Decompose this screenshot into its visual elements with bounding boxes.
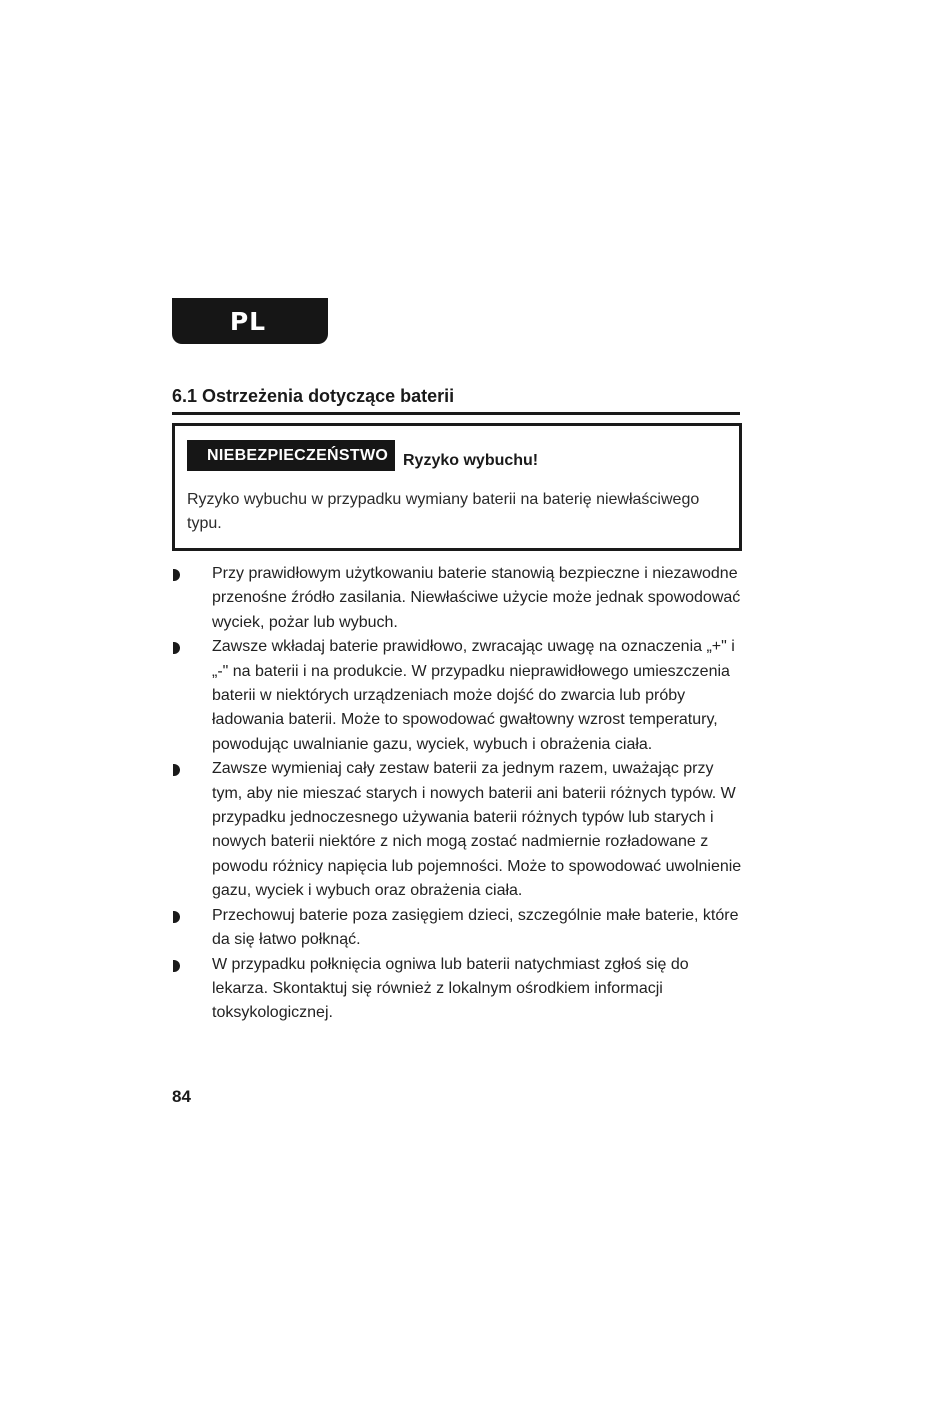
bullet-icon [173,569,180,581]
bullet-icon [173,911,180,923]
section-title-rule [172,412,740,415]
bullet-icon [173,764,180,776]
danger-badge [187,440,395,471]
list-item-text: Zawsze wymieniaj cały zestaw baterii za jednym razem, uważając przy tym, aby nie mieszać starych i nowych baterii ani baterii różnych typów. W przypadku jednoczesnego używania baterii różnych typów lub starych i nowych baterii niektóre z nich mogą zostać nadmiernie rozładowane z powodu różnicy napięcia lub pojemności. Może to spowodować uwolnienie gazu, wyciek i wybuch oraz obrażenia ciała. [212,760,742,900]
list-item [172,953,744,1026]
bullet-icon [173,642,180,654]
warning-text: Ryzyko wybuchu w przypadku wymiany baterii na baterię niewłaściwego typu. [187,491,700,532]
list-item [172,635,744,757]
list-item-text: Przy prawidłowym użytkowaniu baterie stanowią bezpieczne i niezawodne przenośne źródło zasilania. Niewłaściwe użycie może jednak spowodować wyciek, pożar lub wybuch. [212,565,741,631]
list-item-text: W przypadku połknięcia ogniwa lub baterii natychmiast zgłoś się do lekarza. Skontaktuj się również z lokalnym ośrodkiem informacji toksykologicznej. [212,955,689,1022]
list-item [172,904,744,953]
danger-warning-box [172,423,742,551]
list-item [172,757,744,903]
language-tab [172,298,328,344]
warning-headline: Ryzyko wybuchu! [403,452,539,469]
section-title: 6.1 Ostrzeżenia dotyczące baterii [172,386,455,406]
bullet-icon [173,960,180,972]
warning-header [187,440,538,471]
language-tab-label: PL [229,306,267,336]
list-item [172,562,744,635]
list-item-text: Zawsze wkładaj baterie prawidłowo, zwracając uwagę na oznaczenia „+" i „-" na baterii i na produkcie. W przypadku nieprawidłowego umieszczenia baterii w niektórych urządzeniach może dojść do zwarcia lub próby ładowania baterii. Może to spowodować gwałtowny wzrost temperatury, powodując uwalnianie gazu, wyciek, wybuch i obrażenia ciała. [212,638,735,753]
list-item-text: Przechowuj baterie poza zasięgiem dzieci, szczególnie małe baterie, które da się łatwo połknąć. [212,906,739,949]
battery-warnings-list [172,562,744,1026]
danger-badge-label: NIEBEZPIECZEŃSTWO [207,446,389,464]
page-number: 84 [172,1087,191,1106]
